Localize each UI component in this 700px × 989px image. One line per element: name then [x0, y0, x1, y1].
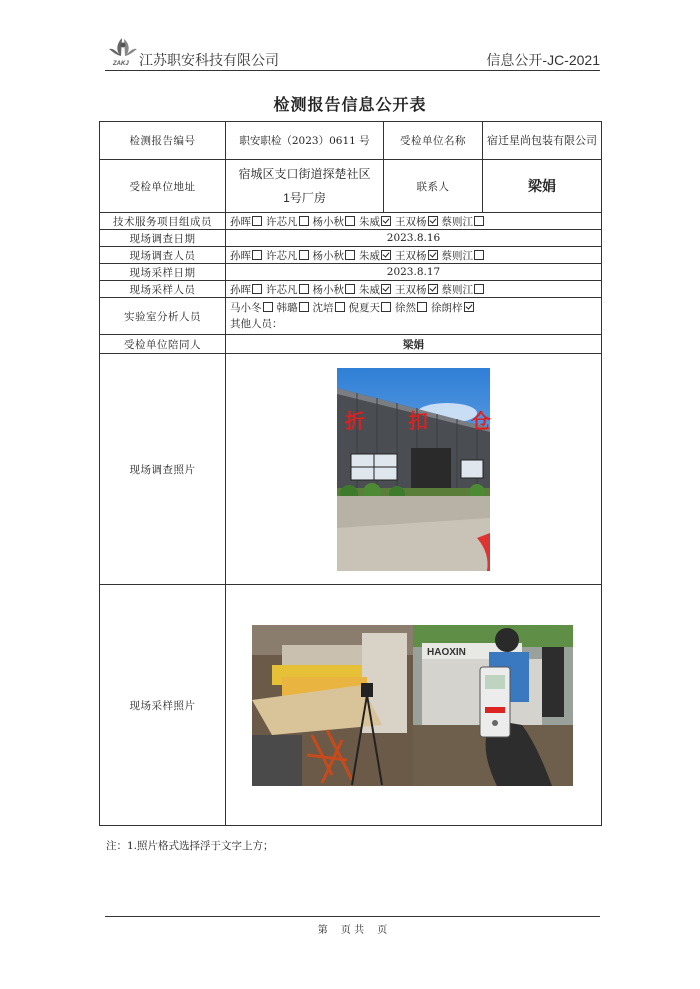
unchecked-box-icon[interactable]: [299, 216, 309, 226]
sample-member-item: [442, 282, 485, 297]
survey-member-name: 杨小秋: [312, 249, 344, 262]
sample-member-name: 孙晖: [230, 283, 251, 296]
lab-member-item: [349, 300, 392, 316]
value-report-no: 职安职检（2023）0611 号: [226, 122, 384, 160]
label-address: 受检单位地址: [100, 160, 226, 213]
unchecked-box-icon[interactable]: [345, 250, 355, 260]
survey-photo-cell: [226, 354, 602, 585]
lab-member-item: [277, 300, 309, 316]
lab-member-name: 韩璐: [276, 302, 298, 314]
survey-member-item: [442, 248, 485, 263]
logo-text: ZAKJ: [113, 61, 129, 67]
row-report-no: [100, 122, 602, 160]
lab-member-item: [395, 300, 427, 316]
row-survey-photo: [100, 354, 602, 585]
unchecked-box-icon[interactable]: [474, 216, 484, 226]
value-unit-name: 宿迁星尚包装有限公司: [483, 122, 602, 160]
tech-member-name: 杨小秋: [312, 215, 344, 228]
lab-member-item: [230, 300, 273, 316]
lab-member-name: 徐朗梓: [431, 302, 463, 314]
survey-member-item: [395, 248, 438, 263]
survey-member-name: 朱威: [359, 249, 380, 262]
company-logo: [105, 34, 139, 68]
survey-photo: [337, 368, 509, 571]
row-survey-staff: [100, 247, 602, 264]
checked-box-icon[interactable]: [381, 284, 391, 294]
lab-member-name: 沈培: [312, 302, 334, 314]
unchecked-box-icon[interactable]: [474, 250, 484, 260]
lab-member-name: 马小冬: [230, 302, 262, 314]
label-escort: 受检单位陪同人: [100, 335, 226, 354]
survey-member-name: 蔡则江: [441, 249, 473, 262]
lab-member-name: 倪夏天: [348, 302, 380, 314]
label-sample-staff: 现场采样人员: [100, 281, 226, 298]
row-address: [100, 160, 602, 213]
survey-member-item: [266, 248, 309, 263]
unchecked-box-icon[interactable]: [381, 302, 391, 312]
company-name: 江苏职安科技有限公司: [139, 52, 279, 68]
lab-member-item: [313, 300, 345, 316]
label-survey-staff: 现场调查人员: [100, 247, 226, 264]
row-escort: [100, 335, 602, 354]
unchecked-box-icon[interactable]: [252, 216, 262, 226]
tech-member-name: 蔡则江: [441, 215, 473, 228]
lab-member-name: 徐然: [395, 302, 416, 314]
unchecked-box-icon[interactable]: [345, 216, 355, 226]
sample-photo-cell: [226, 585, 602, 826]
label-lab-staff: 实验室分析人员: [100, 298, 226, 335]
tech-member-name: 王双杨: [395, 215, 427, 228]
lab-other-staff: 其他人员：: [230, 318, 283, 330]
label-sample-date: 现场采样日期: [100, 264, 226, 281]
sample-member-name: 蔡则江: [441, 283, 473, 296]
survey-member-item: [313, 248, 356, 263]
sample-photo: [252, 625, 573, 786]
survey-member-name: 孙晖: [230, 249, 251, 262]
lab-staff-checklist: [230, 300, 597, 316]
row-sample-photo: [100, 585, 602, 826]
tech-member-item: [442, 214, 485, 229]
sample-member-item: [359, 282, 391, 297]
survey-member-name: 王双杨: [395, 249, 427, 262]
row-lab-staff: [100, 298, 602, 335]
factory-sign-text: 折 扣 仓: [345, 408, 509, 433]
sample-member-item: [230, 282, 262, 297]
value-escort: 梁娟: [226, 335, 602, 354]
checked-box-icon[interactable]: [428, 250, 438, 260]
unchecked-box-icon[interactable]: [299, 284, 309, 294]
tech-member-item: [395, 214, 438, 229]
page-footer: 第 页 共 页: [105, 916, 600, 936]
tech-team-checklist: [226, 213, 602, 230]
checked-box-icon[interactable]: [381, 250, 391, 260]
unchecked-box-icon[interactable]: [252, 250, 262, 260]
unchecked-box-icon[interactable]: [299, 302, 309, 312]
lab-member-item: [431, 300, 474, 316]
tech-member-name: 孙晖: [230, 215, 251, 228]
unchecked-box-icon[interactable]: [252, 284, 262, 294]
label-survey-date: 现场调查日期: [100, 230, 226, 247]
survey-staff-checklist: [226, 247, 602, 264]
label-report-no: 检测报告编号: [100, 122, 226, 160]
sample-member-name: 杨小秋: [312, 283, 344, 296]
lab-staff-cell: [226, 298, 602, 335]
row-sample-date: [100, 264, 602, 281]
unchecked-box-icon[interactable]: [335, 302, 345, 312]
sample-member-item: [313, 282, 356, 297]
row-sample-staff: [100, 281, 602, 298]
label-unit-name: 受检单位名称: [384, 122, 483, 160]
sample-member-name: 许芯凡: [266, 283, 298, 296]
sample-member-name: 王双杨: [395, 283, 427, 296]
footnote: 注：1.照片格式选择浮于文字上方；: [106, 840, 274, 852]
value-sample-date: 2023.8.17: [226, 264, 602, 281]
row-survey-date: [100, 230, 602, 247]
checked-box-icon[interactable]: [381, 216, 391, 226]
sample-staff-checklist: [226, 281, 602, 298]
tech-member-item: [359, 214, 391, 229]
survey-member-item: [359, 248, 391, 263]
page-header: [105, 34, 600, 71]
page-title: 检测报告信息公开表: [273, 95, 427, 114]
tech-member-item: [266, 214, 309, 229]
unchecked-box-icon[interactable]: [263, 302, 273, 312]
value-contact: 梁娟: [483, 160, 602, 213]
machine-brand-text: HAOXIN: [427, 646, 466, 658]
sample-member-name: 朱威: [359, 283, 380, 296]
sample-member-item: [266, 282, 309, 297]
checked-box-icon[interactable]: [428, 284, 438, 294]
tech-member-item: [313, 214, 356, 229]
tech-member-name: 朱威: [359, 215, 380, 228]
tech-member-name: 许芯凡: [266, 215, 298, 228]
label-survey-photo: 现场调查照片: [100, 354, 226, 585]
value-address: 宿城区支口街道探楚社区1号厂房: [226, 160, 384, 213]
tech-member-item: [230, 214, 262, 229]
label-sample-photo: 现场采样照片: [100, 585, 226, 826]
unchecked-box-icon[interactable]: [474, 284, 484, 294]
row-tech-team: [100, 213, 602, 230]
checked-box-icon[interactable]: [464, 302, 474, 312]
survey-member-item: [230, 248, 262, 263]
survey-member-name: 许芯凡: [266, 249, 298, 262]
unchecked-box-icon[interactable]: [299, 250, 309, 260]
sample-member-item: [395, 282, 438, 297]
checked-box-icon[interactable]: [428, 216, 438, 226]
label-tech-team: 技术服务项目组成员: [100, 213, 226, 230]
document-number: 信息公开-JC-2021: [486, 52, 600, 68]
value-survey-date: 2023.8.16: [226, 230, 602, 247]
unchecked-box-icon[interactable]: [345, 284, 355, 294]
unchecked-box-icon[interactable]: [417, 302, 427, 312]
report-table: [99, 121, 602, 826]
label-contact: 联系人: [384, 160, 483, 213]
